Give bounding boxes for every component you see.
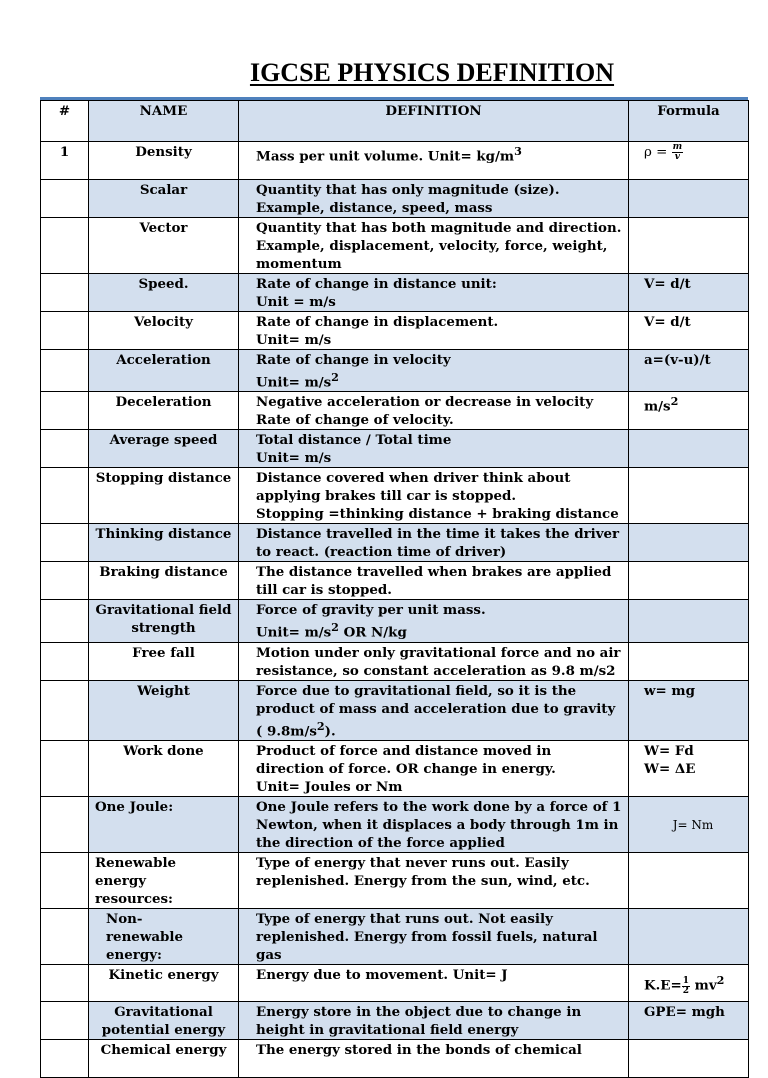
term-name: Gravitational potential energy bbox=[89, 1002, 239, 1040]
table-row bbox=[41, 1002, 749, 1040]
term-formula bbox=[629, 909, 749, 965]
term-definition: Force of gravity per unit mass. Unit= $m/s^2$ OR N/kg bbox=[239, 600, 629, 642]
term-name: Acceleration bbox=[89, 350, 239, 392]
term-definition: Product of force and distance moved in direction of force. OR change in energy. Unit= Joules or Nm bbox=[239, 741, 629, 797]
term-formula: V= d/t bbox=[629, 312, 749, 350]
page-title: IGCSE PHYSICS DEFINITION bbox=[249, 58, 615, 87]
term-formula bbox=[629, 853, 749, 909]
term-name: Chemical energy bbox=[89, 1040, 239, 1078]
table-row bbox=[41, 600, 749, 642]
term-definition: Type of energy that runs out. Not easily replenished. Energy from fossil fuels, natural gas bbox=[239, 909, 629, 965]
table-row bbox=[41, 430, 749, 468]
table-row bbox=[41, 680, 749, 740]
table-row bbox=[41, 392, 749, 430]
term-formula: GPE= mgh bbox=[629, 1002, 749, 1040]
term-formula bbox=[629, 562, 749, 600]
term-name: Kinetic energy bbox=[89, 965, 239, 1002]
term-definition: Distance travelled in the time it takes the driver to react. (reaction time of driver) bbox=[239, 524, 629, 562]
term-formula bbox=[629, 218, 749, 274]
table-row bbox=[41, 797, 749, 853]
term-name: Gravitational field strength bbox=[89, 600, 239, 642]
table-row bbox=[41, 312, 749, 350]
term-name: Thinking distance bbox=[89, 524, 239, 562]
term-formula bbox=[629, 524, 749, 562]
header-name: NAME bbox=[89, 101, 239, 142]
term-definition: One Joule refers to the work done by a force of 1 Newton, when it displaces a body through 1m in the direction of the force applied bbox=[239, 797, 629, 853]
term-name: Non-renewable energy: bbox=[89, 909, 239, 965]
term-definition: Energy store in the object due to change in height in gravitational field energy bbox=[239, 1002, 629, 1040]
term-name: Velocity bbox=[89, 312, 239, 350]
term-definition: Type of energy that never runs out. Easily replenished. Energy from the sun, wind, etc. bbox=[239, 853, 629, 909]
table-header-row bbox=[41, 101, 749, 142]
term-formula bbox=[629, 600, 749, 642]
term-formula bbox=[629, 430, 749, 468]
term-formula bbox=[629, 1040, 749, 1078]
term-name: Braking distance bbox=[89, 562, 239, 600]
header-definition: DEFINITION bbox=[239, 101, 629, 142]
table-row bbox=[41, 642, 749, 680]
term-definition: Quantity that has only magnitude (size). Example, distance, speed, mass bbox=[239, 180, 629, 218]
term-formula: $m/s^2$ bbox=[629, 392, 749, 430]
term-definition: Quantity that has both magnitude and direction. Example, displacement, velocity, force, weight, momentum bbox=[239, 218, 629, 274]
table-row bbox=[41, 741, 749, 797]
table-row bbox=[41, 524, 749, 562]
formula-fraction: $\frac{m}{v}$ bbox=[672, 142, 683, 162]
header-num: # bbox=[41, 101, 89, 142]
term-definition: Rate of change in velocity Unit= $m/s^2$ bbox=[239, 350, 629, 392]
term-definition: The energy stored in the bonds of chemical bbox=[239, 1040, 629, 1078]
term-formula: K.E= $\frac{1}{2}$ $mv^2$ bbox=[629, 965, 749, 1002]
term-formula bbox=[629, 180, 749, 218]
term-name: Speed. bbox=[89, 274, 239, 312]
term-name: Free fall bbox=[89, 642, 239, 680]
term-name: Weight bbox=[89, 680, 239, 740]
term-definition: Motion under only gravitational force and no air resistance, so constant acceleration as 9.8 m/s2 bbox=[239, 642, 629, 680]
term-definition: Negative acceleration or decrease in velocity Rate of change of velocity. bbox=[239, 392, 629, 430]
table-row bbox=[41, 965, 749, 1002]
table-row bbox=[41, 274, 749, 312]
table-row bbox=[41, 909, 749, 965]
term-formula: w= mg bbox=[629, 680, 749, 740]
term-formula: a=(v-u)/t bbox=[629, 350, 749, 392]
table-row bbox=[41, 142, 749, 180]
term-formula bbox=[629, 468, 749, 524]
table-row bbox=[41, 180, 749, 218]
table-row bbox=[41, 468, 749, 524]
term-formula: J= Nm bbox=[629, 797, 749, 853]
table-row bbox=[41, 350, 749, 392]
term-definition: Mass per unit volume. Unit= $kg/m^3$ bbox=[239, 142, 629, 180]
formula-fraction: $\frac{1}{2}$ bbox=[682, 975, 689, 996]
term-formula: W= Fd W= ΔE bbox=[629, 741, 749, 797]
term-name: Renewable energy resources: bbox=[89, 853, 239, 909]
term-name: Work done bbox=[89, 741, 239, 797]
term-definition: Rate of change in distance unit: Unit = m/s bbox=[239, 274, 629, 312]
term-definition: Rate of change in displacement. Unit= m/s bbox=[239, 312, 629, 350]
table-row bbox=[41, 853, 749, 909]
term-definition: The distance travelled when brakes are applied till car is stopped. bbox=[239, 562, 629, 600]
term-formula: ρ = $\frac{m}{v}$ bbox=[629, 142, 749, 180]
table-row bbox=[41, 562, 749, 600]
term-name: Deceleration bbox=[89, 392, 239, 430]
table-row bbox=[41, 218, 749, 274]
term-definition: Energy due to movement. Unit= J bbox=[239, 965, 629, 1002]
term-name: Stopping distance bbox=[89, 468, 239, 524]
term-definition: Total distance / Total time Unit= m/s bbox=[239, 430, 629, 468]
term-name: One Joule: bbox=[89, 797, 239, 853]
term-name: Density bbox=[89, 142, 239, 180]
term-name: Vector bbox=[89, 218, 239, 274]
header-formula: Formula bbox=[629, 101, 749, 142]
term-formula bbox=[629, 642, 749, 680]
term-name: Scalar bbox=[89, 180, 239, 218]
term-definition: Distance covered when driver think about applying brakes till car is stopped. Stopping =thinking distance + braking distance bbox=[239, 468, 629, 524]
definitions-table bbox=[40, 100, 749, 1078]
row-number: 1 bbox=[41, 142, 89, 180]
term-definition: Force due to gravitational field, so it is the product of mass and acceleration due to gravity ( $9.8m/s^2$). bbox=[239, 680, 629, 740]
term-name: Average speed bbox=[89, 430, 239, 468]
table-row bbox=[41, 1040, 749, 1078]
term-formula: V= d/t bbox=[629, 274, 749, 312]
